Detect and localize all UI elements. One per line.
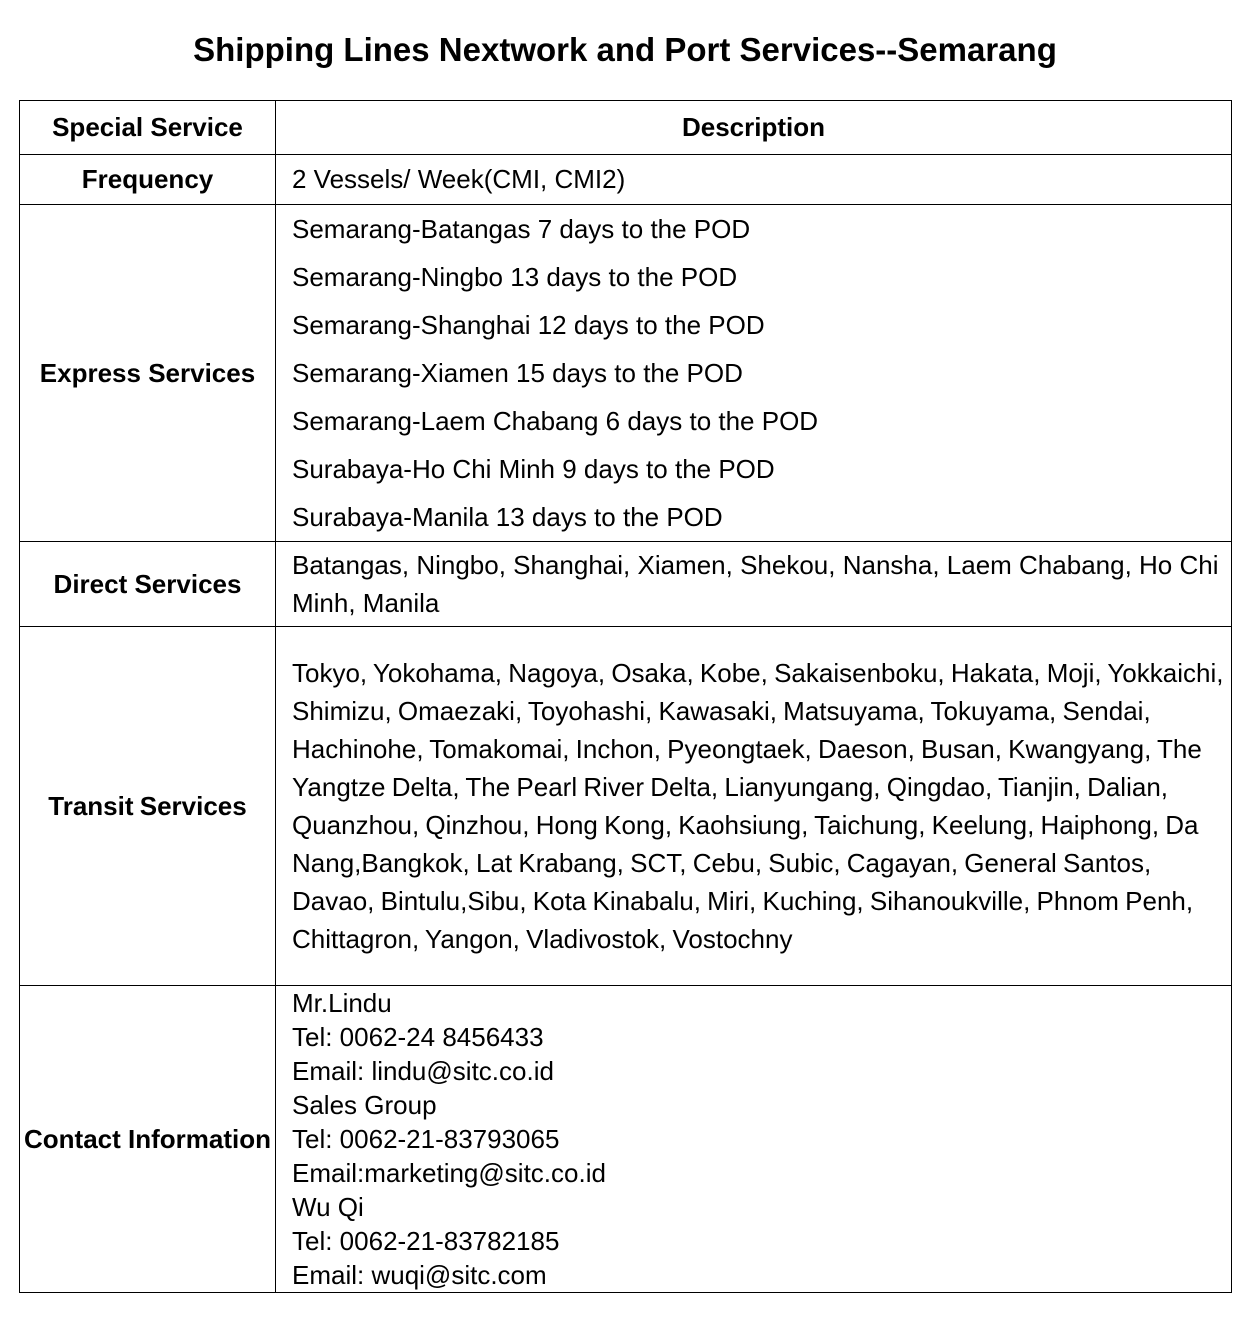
table-row-transit	[20, 627, 1232, 986]
contact-line: Tel: 0062-24 8456433	[292, 1022, 544, 1052]
header-description: Description	[276, 101, 1232, 155]
express-services-list	[276, 205, 1232, 542]
direct-services-value: Batangas, Ningbo, Shanghai, Xiamen, Shekou, Nansha, Laem Chabang, Ho Chi Minh, Manila	[276, 542, 1232, 627]
contact-line: Email:marketing@sitc.co.id	[292, 1158, 606, 1188]
label-direct-services: Direct Services	[20, 542, 276, 627]
transit-services-value: Tokyo, Yokohama, Nagoya, Osaka, Kobe, Sakaisenboku, Hakata, Moji, Yokkaichi, Shimizu, Omaezaki, Toyohashi, Kawasaki, Matsuyama, Tokuyama, Sendai, Hachinohe, Tomakomai, Inchon, Pyeongtaek, Daeson, Busan, Kwangyang, The Yangtze Delta, The Pearl River Delta, Lianyungang, Qingdao, Tianjin, Dalian, Quanzhou, Qinzhou, Hong Kong, Kaohsiung, Taichung, Keelung, Haiphong, Da Nang,Bangkok, Lat Krabang, SCT, Cebu, Subic, Cagayan, General Santos, Davao, Bintulu,Sibu, Kota Kinabalu, Miri, Kuching, Sihanoukville, Phnom Penh, Chittagron, Yangon, Vladivostok, Vostochny	[276, 627, 1232, 986]
express-line: Semarang-Laem Chabang 6 days to the POD	[292, 406, 819, 436]
services-table	[19, 100, 1232, 1293]
express-line: Semarang-Xiamen 15 days to the POD	[292, 358, 743, 388]
label-express-services: Express Services	[20, 205, 276, 542]
page-title: Shipping Lines Nextwork and Port Services--Semarang	[193, 31, 1057, 68]
contact-line: Tel: 0062-21-83782185	[292, 1226, 560, 1256]
table-row-direct	[20, 542, 1232, 627]
contact-line: Tel: 0062-21-83793065	[292, 1124, 560, 1154]
header-special-service: Special Service	[20, 101, 276, 155]
contact-information-list	[276, 986, 1232, 1293]
express-line: Semarang-Batangas 7 days to the POD	[292, 214, 751, 244]
express-line: Surabaya-Manila 13 days to the POD	[292, 502, 723, 532]
frequency-value: 2 Vessels/ Week(CMI, CMI2)	[276, 155, 1232, 205]
contact-line: Email: lindu@sitc.co.id	[292, 1056, 554, 1086]
contact-line: Sales Group	[292, 1090, 437, 1120]
contact-line: Wu Qi	[292, 1192, 364, 1222]
contact-line: Mr.Lindu	[292, 988, 392, 1018]
express-line: Surabaya-Ho Chi Minh 9 days to the POD	[292, 454, 775, 484]
label-contact-information: Contact Information	[20, 986, 276, 1293]
table-row-contact	[20, 986, 1232, 1293]
table-row-express	[20, 205, 1232, 542]
express-line: Semarang-Ningbo 13 days to the POD	[292, 262, 738, 292]
table-header-row	[20, 101, 1232, 155]
express-line: Semarang-Shanghai 12 days to the POD	[292, 310, 765, 340]
label-transit-services: Transit Services	[20, 627, 276, 986]
label-frequency: Frequency	[20, 155, 276, 205]
contact-line: Email: wuqi@sitc.com	[292, 1260, 547, 1290]
table-row-frequency	[20, 155, 1232, 205]
